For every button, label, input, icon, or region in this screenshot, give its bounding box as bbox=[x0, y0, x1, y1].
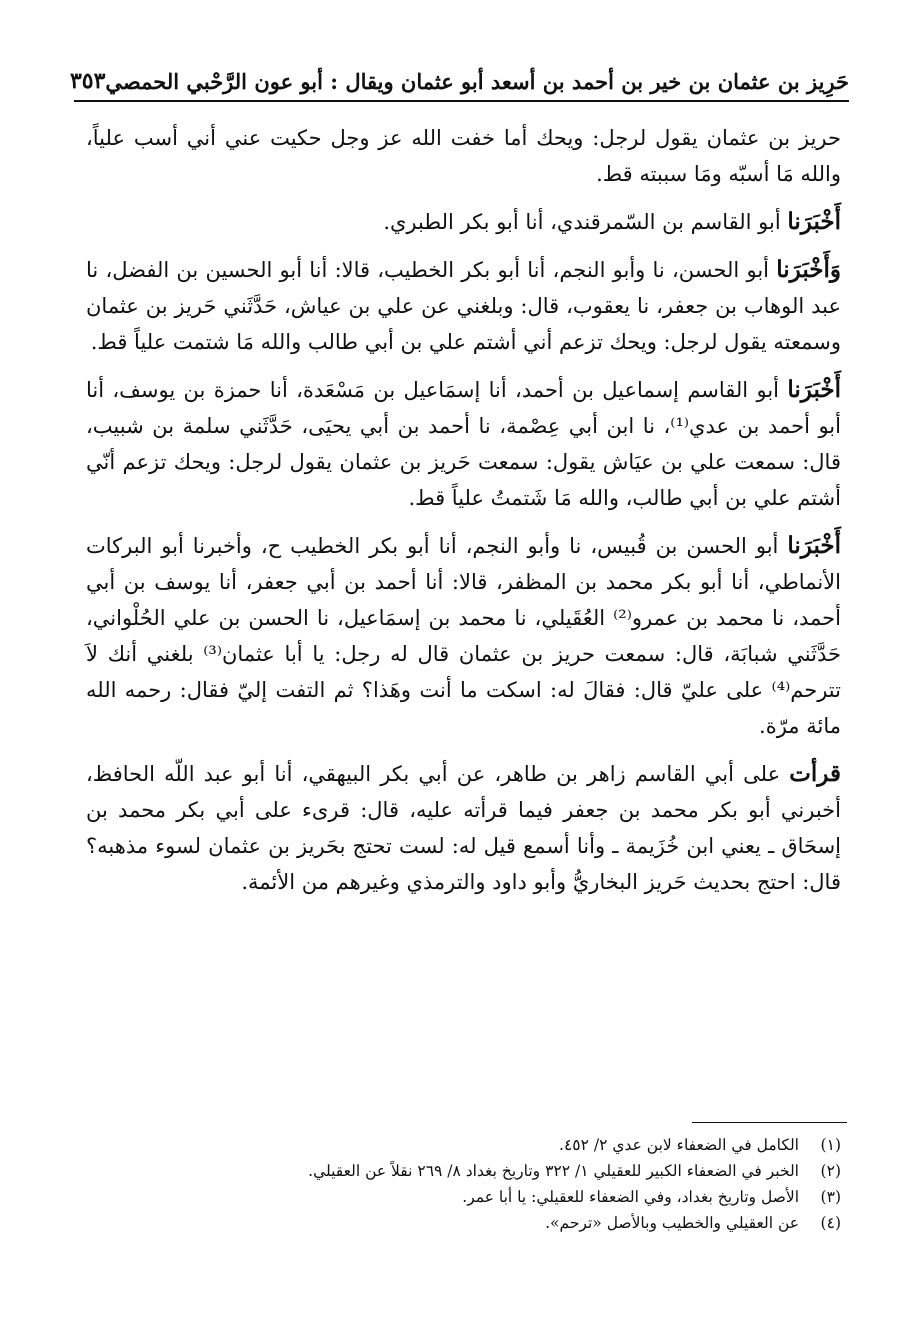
paragraph bbox=[86, 372, 841, 516]
footnote-text: الكامل في الضعفاء لابن عدي ٢/ ٤٥٢. bbox=[559, 1136, 799, 1154]
paragraph bbox=[86, 204, 841, 240]
paragraph-text: أبو القاسم بن السّمرقندي، أنا أبو بكر الطبري. bbox=[383, 210, 788, 234]
footnote-number: (١) bbox=[820, 1136, 841, 1154]
paragraph-lead: أَخْبَرَنا bbox=[787, 208, 841, 235]
footnote-text: الأصل وتاريخ بغداد، وفي الضعفاء للعقيلي: يا أبا عمر. bbox=[462, 1188, 799, 1206]
footnote-number: (٢) bbox=[820, 1162, 841, 1180]
paragraph-text: حريز بن عثمان يقول لرجل: ويحك أما خفت الله عز وجل حكيت عني أني أسب علياً، والله مَا أسبّه ومَا سببته قط. bbox=[86, 126, 841, 186]
paragraph-text: على أبي القاسم زاهر بن طاهر، عن أبي بكر البيهقي، أنا أبو عبد اللّه الحافظ، أخبرني أبو بكر محمد بن جعفر فيما قرأته عليه، قال: قرىء على أبي بكر محمد بن إسحَاق ـ يعني ابن خُزَيمة ـ وأنا أسمع قيل له: لست تحتج بحَريز بن عثمان لسوء مذهبه؟ قال: احتج بحديث حَريز البخاريُّ وأبو داود والترمذي وغيرهم من الأئمة. bbox=[86, 762, 841, 894]
footnote bbox=[86, 1158, 841, 1184]
paragraph bbox=[86, 252, 841, 360]
paragraph bbox=[86, 528, 841, 744]
footnote-text: عن العقيلي والخطيب وبالأصل «ترحم». bbox=[545, 1214, 799, 1232]
paragraph-lead: أَخْبَرَنا bbox=[787, 532, 841, 559]
footnote-number: (٣) bbox=[820, 1188, 841, 1206]
paragraph-text: أبو الحسن بن قُبيس، نا وأبو النجم، أنا أبو بكر الخطيب ح، وأخبرنا أبو البركات الأنماطي، أنا أبو بكر محمد بن المظفر، قالا: أنا أحمد بن أبي جعفر، أنا يوسف بن أبي أحمد، نا محمد بن عمرو⁽²⁾ العُقَيلي، نا محمد بن إسمَاعيل، نا الحسن بن علي الحُلْواني، حَدَّثَني شبابَة، قال: سمعت حريز بن عثمان قال له رجل: يا أبا عثمان⁽³⁾ بلغني أنك لاَ تترحم⁽⁴⁾ على عليّ قال: فقالَ له: اسكت ما أنت وهَذا؟ ثم التفت إليّ فقال: رحمه الله مائة مرّة. bbox=[86, 534, 841, 738]
paragraph-lead: قرأت bbox=[789, 760, 841, 787]
paragraph bbox=[86, 756, 841, 900]
paragraph-lead: أَخْبَرَنا bbox=[787, 376, 841, 403]
paragraph bbox=[86, 120, 841, 192]
main-text bbox=[86, 120, 841, 912]
header-title: حَرِيز بن عثمان بن خير بن أحمد بن أسعد أبو عثمان ويقال : أبو عون الرَّحْبي الحمصي bbox=[105, 69, 849, 94]
footnote bbox=[86, 1132, 841, 1158]
footnotes bbox=[86, 1132, 841, 1236]
running-header bbox=[69, 56, 849, 102]
footnote bbox=[86, 1184, 841, 1210]
footnote-number: (٤) bbox=[820, 1214, 841, 1232]
footnote-text: الخبر في الضعفاء الكبير للعقيلي ١/ ٣٢٢ وتاريخ بغداد ٨/ ٢٦٩ نقلاً عن العقيلي. bbox=[308, 1162, 799, 1180]
footnote bbox=[86, 1210, 841, 1236]
footnote-divider bbox=[692, 1122, 847, 1123]
page-number: ٣٥٣ bbox=[69, 68, 106, 94]
paragraph-text: أبو القاسم إسماعيل بن أحمد، أنا إسمَاعيل بن مَسْعَدة، أنا حمزة بن يوسف، أنا أبو أحمد بن عدي⁽¹⁾، نا ابن أبي عِصْمة، نا أحمد بن أبي يحيَى، حَدَّثَني سلمة بن شبيب، قال: سمعت علي بن عيَاش يقول: سمعت حَريز بن عثمان يقول لرجل: ويحك تزعم أنّي أشتم علي بن أبي طالب، والله مَا شَتمتُ علياً قط. bbox=[86, 378, 841, 510]
paragraph-lead: وَأَخْبَرَنا bbox=[776, 256, 841, 283]
paragraph-text: أبو الحسن، نا وأبو النجم، أنا أبو بكر الخطيب، قالا: أنا أبو الحسين بن الفضل، نا عبد الوهاب بن جعفر، نا يعقوب، قال: وبلغني عن علي بن عياش، حَدَّثَني حَريز بن عثمان وسمعته يقول لرجل: ويحك تزعم أني أشتم علي بن أبي طالب والله مَا شتمت علياً قط. bbox=[86, 258, 841, 354]
